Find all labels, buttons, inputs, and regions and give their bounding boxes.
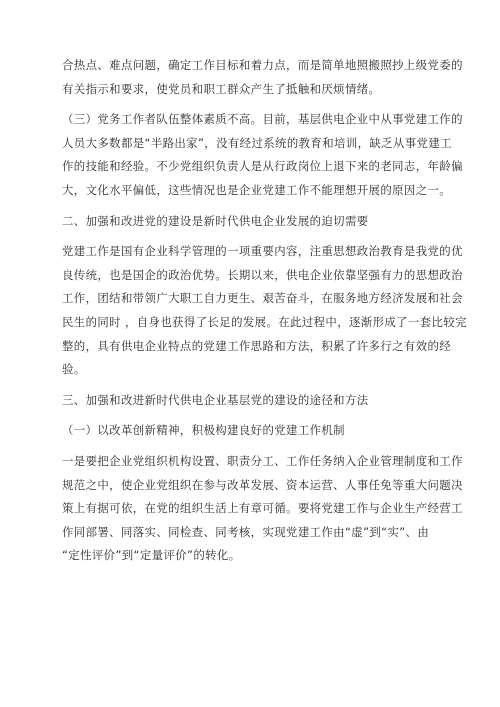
text-line: 大，文化水平偏低，这些情况也是企业党建工作不能理想开展的原因之一。 bbox=[62, 182, 452, 197]
subsection-one-body bbox=[62, 450, 463, 568]
text-line: 规范之中，使企业党组织在参与改革发展、资本运营、人事任免等重大问题决 bbox=[62, 477, 463, 492]
text-line: 作同部署、同落实、同检查、同考核，实现党建工作由“虚”到“实”、由 bbox=[62, 524, 430, 539]
text-line: 一是要把企业党组织机构设置、职责分工、工作任务纳入企业管理制度和工作 bbox=[62, 453, 463, 468]
section-two-body bbox=[62, 240, 467, 382]
section-three-heading: 三、加强和改进新时代供电企业基层党的建设的途径和方法 bbox=[62, 392, 369, 407]
point-three-paragraph bbox=[62, 108, 463, 202]
text-line: 党建工作是国有企业科学管理的一项重要内容，注重思想政治教育是我党的优 bbox=[62, 244, 463, 259]
subsection-one-heading: （一）以改革创新精神，积极构建良好的党建工作机制 bbox=[62, 423, 345, 438]
text-line: 有关指示和要求，使党员和职工群众产生了抵触和厌烦情绪。 bbox=[62, 81, 381, 96]
text-line: 合热点、难点问题，确定工作目标和着力点，而是简单地照搬照抄上级党委的 bbox=[62, 58, 463, 72]
text-line: 人员大多数都是“半路出家”，没有经过系统的教育和培训，缺乏从事党建工 bbox=[62, 135, 452, 150]
intro-paragraph bbox=[62, 54, 463, 101]
text-line: 良传统，也是国企的政治优势。长期以来，供电企业依靠坚强有力的思想政治 bbox=[62, 267, 463, 282]
text-line: 工作，团结和带领广大职工自力更生、艰苦奋斗，在服务地方经济发展和社会 bbox=[62, 291, 463, 306]
text-line: 验。 bbox=[62, 362, 86, 377]
text-line: 策上有据可依，在党的组织生活上有章可循。要将党建工作与企业生产经营工 bbox=[62, 501, 463, 516]
text-line: 整的，具有供电企业特点的党建工作思路和方法，积累了许多行之有效的经 bbox=[62, 338, 452, 353]
text-line: “定性评价”到“定量评价”的转化。 bbox=[62, 548, 241, 563]
section-two-heading: 二、加强和改进党的建设是新时代供电企业发展的迫切需要 bbox=[62, 213, 369, 228]
document-page bbox=[62, 54, 467, 568]
text-line: 作的技能和经验。不少党组织负责人是从行政岗位上退下来的老同志，年龄偏 bbox=[62, 159, 463, 174]
text-line: （三）党务工作者队伍整体素质不高。目前，基层供电企业中从事党建工作的 bbox=[62, 112, 463, 127]
text-line: 民生的同时 ，自身也获得了长足的发展。在此过程中，逐渐形成了一套比较完 bbox=[62, 314, 467, 329]
